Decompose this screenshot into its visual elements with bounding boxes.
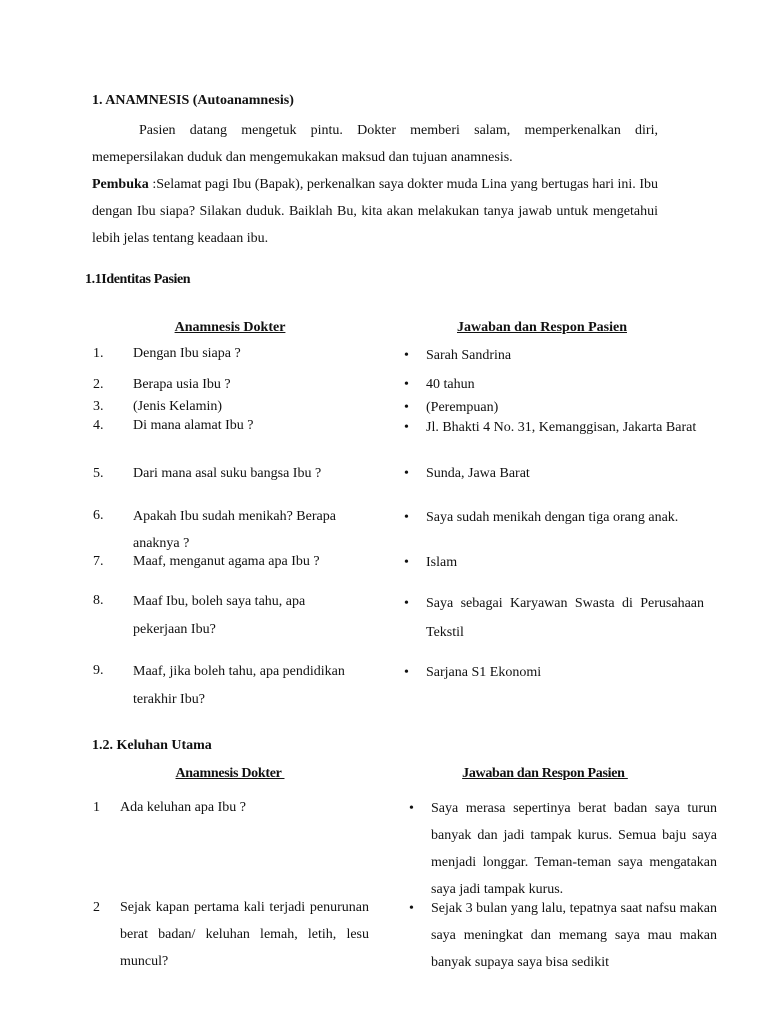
row-number: 1 xyxy=(93,800,100,815)
pembuka-text: :Selamat pagi Ibu (Bapak), perkenalkan saya dokter muda Lina yang bertugas hari ini. Ibu dengan Ibu siapa? Silakan duduk. Baiklah Bu, kita akan melakukan tanya jawab untuk mengetahui lebih jelas tentang keadaan ibu. xyxy=(92,177,658,246)
doctor-question: Maaf, jika boleh tahu, apa pendidikan terakhir Ibu? xyxy=(133,664,345,707)
keluhan-title: 1.2. Keluhan Utama xyxy=(92,738,212,753)
patient-answer: • Sunda, Jawa Barat xyxy=(426,466,530,482)
patient-answer: • 40 tahun xyxy=(426,377,475,393)
pembuka-label: Pembuka xyxy=(92,177,149,192)
patient-answer: • Islam xyxy=(426,555,457,571)
doctor-question: Sejak kapan pertama kali terjadi penurunan berat badan/ keluhan lemah, letih, lesu muncul? xyxy=(120,900,369,969)
col-header-doctor: Anamnesis Dokter xyxy=(175,766,285,781)
doctor-question: Dengan Ibu siapa ? xyxy=(133,346,241,361)
row-number: 5. xyxy=(93,466,104,481)
col-header-doctor: Anamnesis Dokter xyxy=(174,320,286,335)
row-number: 3. xyxy=(93,399,104,414)
row-number: 1. xyxy=(93,346,104,361)
patient-answer: • (Perempuan) xyxy=(426,400,498,416)
row-number: 9. xyxy=(93,663,104,678)
doctor-question: Apakah Ibu sudah menikah? Berapa anaknya ? xyxy=(133,509,336,551)
row-number: 6. xyxy=(93,508,104,523)
doctor-question: Ada keluhan apa Ibu ? xyxy=(120,800,246,815)
doctor-question: Maaf Ibu, boleh saya tahu, apa pekerjaan Ibu? xyxy=(133,594,306,637)
patient-answer: • Saya sebagai Karyawan Swasta di Perusahaan Tekstil xyxy=(426,589,704,647)
pembuka-paragraph xyxy=(92,171,658,252)
row-number: 7. xyxy=(93,554,104,569)
patient-answer: • Sarah Sandrina xyxy=(426,348,511,364)
row-number: 2. xyxy=(93,377,104,392)
doctor-question: Maaf, menganut agama apa Ibu ? xyxy=(133,554,320,569)
patient-answer: • Sejak 3 bulan yang lalu, tepatnya saat nafsu makan saya meningkat dan memang saya mau makan banyak supaya saya bisa sedikit xyxy=(431,895,717,976)
identitas-title: 1.1Identitas Pasien xyxy=(85,272,191,287)
col-header-patient: Jawaban dan Respon Pasien xyxy=(462,766,628,781)
doctor-question: Di mana alamat Ibu ? xyxy=(133,418,254,433)
doctor-question: Dari mana asal suku bangsa Ibu ? xyxy=(133,466,322,481)
col-header-patient: Jawaban dan Respon Pasien xyxy=(457,320,627,335)
row-number: 4. xyxy=(93,418,104,433)
row-number: 2 xyxy=(93,900,100,915)
intro-paragraph: Pasien datang mengetuk pintu. Dokter memberi salam, memperkenalkan diri, memepersilakan duduk dan mengemukakan maksud dan tujuan anamnesis. xyxy=(92,123,658,165)
patient-answer: • Sarjana S1 Ekonomi xyxy=(426,665,541,681)
patient-answer: • Jl. Bhakti 4 No. 31, Kemanggisan, Jakarta Barat xyxy=(426,414,704,441)
doctor-question: Berapa usia Ibu ? xyxy=(133,377,231,392)
patient-answer: • Saya merasa sepertinya berat badan saya turun banyak dan jadi tampak kurus. Semua baju saya menjadi longgar. Teman-teman saya mengatakan saya jadi tampak kurus. xyxy=(431,795,717,903)
doctor-question: (Jenis Kelamin) xyxy=(133,399,223,414)
patient-answer: • Saya sudah menikah dengan tiga orang anak. xyxy=(426,504,704,531)
section-title: 1. ANAMNESIS (Autoanamnesis) xyxy=(92,93,294,108)
row-number: 8. xyxy=(93,593,104,608)
